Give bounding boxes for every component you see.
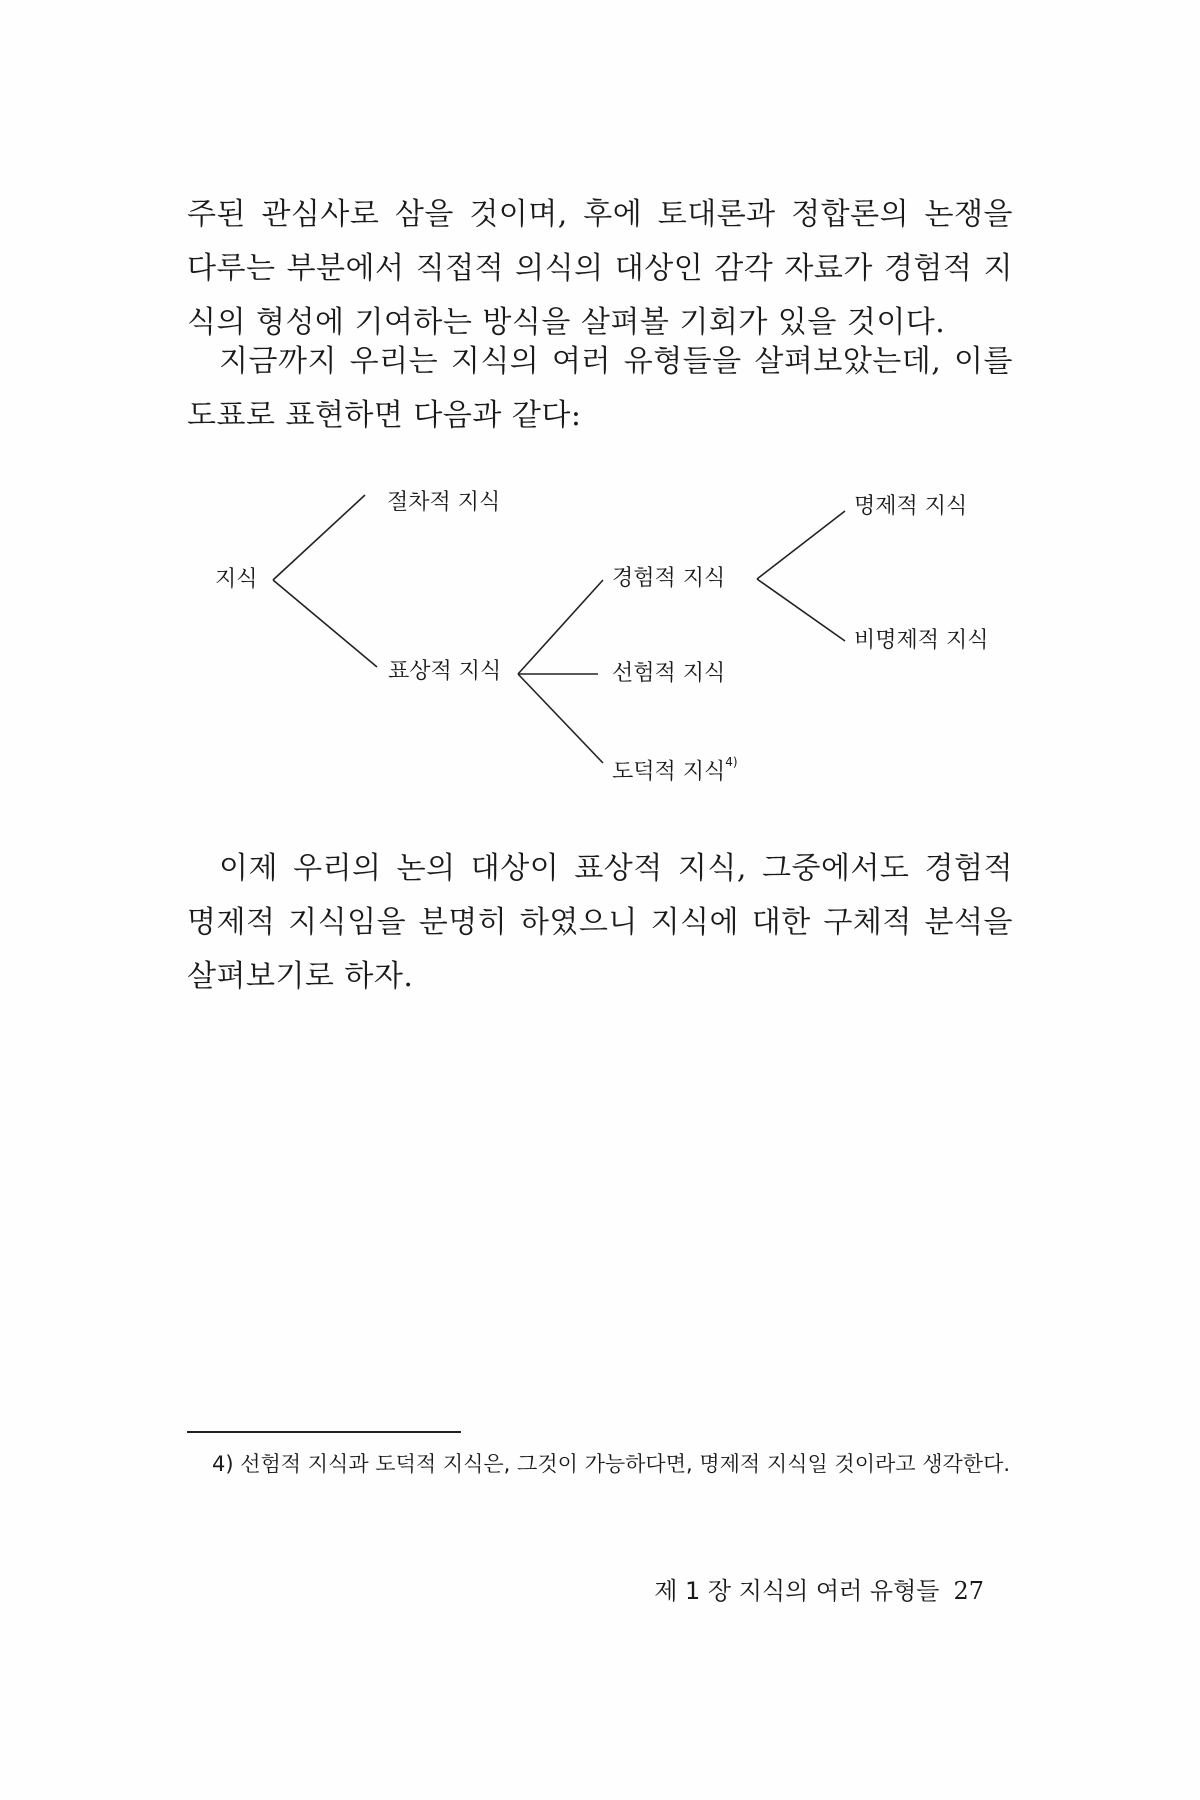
body-paragraph-1: 주된 관심사로 삼을 것이며, 후에 토대론과 정합론의 논쟁을 다루는 부분에서 직접적 의식의 대상인 감각 자료가 경험적 지식의 형성에 기여하는 방식을 살펴볼 기회가 있을 것이다. — [187, 197, 1013, 340]
branch-empirical-propositional — [757, 511, 845, 579]
node-moral-knowledge — [612, 752, 738, 786]
footnote-4: 4) 선험적 지식과 도덕적 지식은, 그것이 가능하다면, 명제적 지식일 것이라고 생각한다. — [212, 1452, 1011, 1476]
node-propositional-knowledge: 명제적 지식 — [854, 494, 968, 519]
node-procedural-knowledge: 절차적 지식 — [387, 490, 501, 515]
node-apriori-knowledge: 선험적 지식 — [612, 661, 726, 686]
running-footer — [654, 1576, 984, 1606]
node-representational-knowledge: 표상적 지식 — [388, 659, 502, 684]
branch-root-representational — [273, 580, 377, 667]
page-number: 27 — [953, 1577, 984, 1605]
branch-root-procedural — [273, 495, 365, 580]
node-moral-knowledge-text: 도덕적 지식 — [612, 759, 726, 785]
body-paragraph-3: 이제 우리의 논의 대상이 표상적 지식, 그중에서도 경험적 명제적 지식임을 분명히 하였으니 지식에 대한 구체적 분석을 살펴보기로 하자. — [187, 851, 1013, 994]
node-knowledge: 지식 — [215, 567, 258, 592]
branch-representational-empirical — [518, 580, 603, 674]
node-empirical-knowledge: 경험적 지식 — [612, 566, 726, 591]
branch-representational-moral — [518, 674, 603, 763]
footnote-divider — [187, 1431, 461, 1433]
chapter-title: 제 1 장 지식의 여러 유형들 — [654, 1577, 940, 1605]
branch-empirical-nonpropositional — [757, 579, 845, 641]
body-paragraph-2: 지금까지 우리는 지식의 여러 유형들을 살펴보았는데, 이를 도표로 표현하면 다음과 같다: — [187, 344, 1013, 433]
node-nonpropositional-knowledge: 비명제적 지식 — [854, 628, 989, 653]
footnote-reference: 4) — [725, 755, 738, 769]
